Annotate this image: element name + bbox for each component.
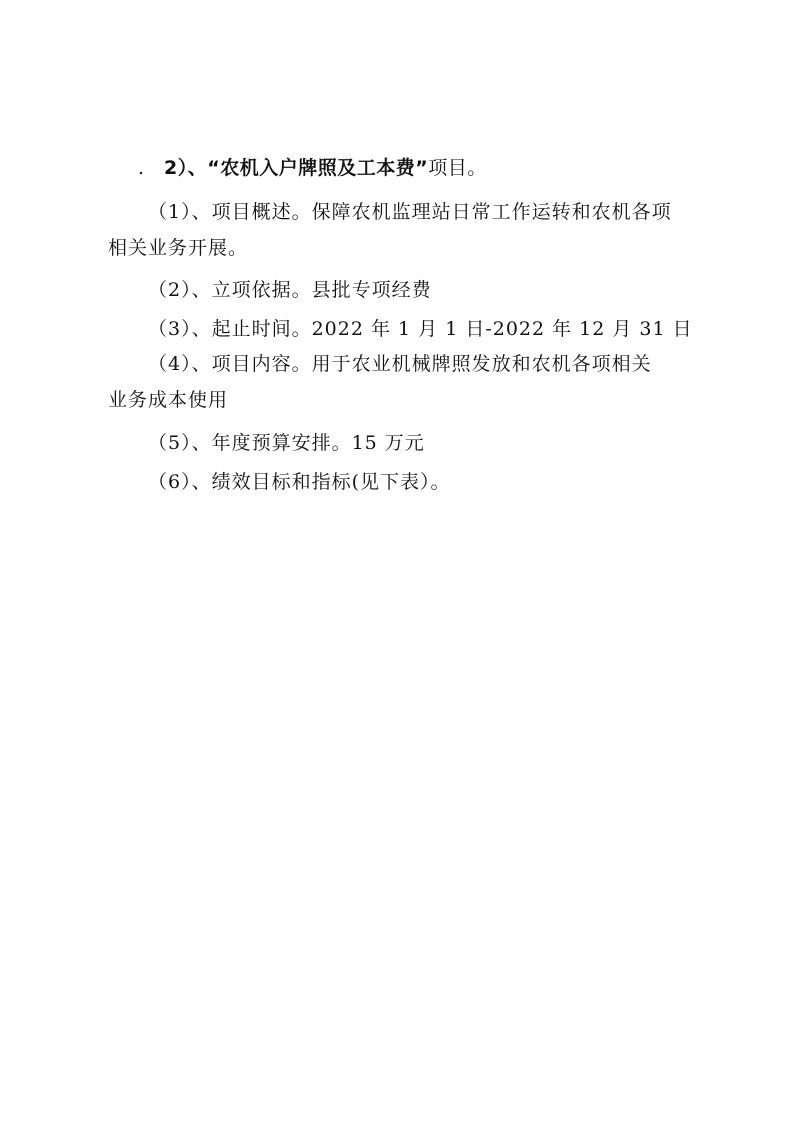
heading-bullet: . [138,157,145,179]
heading-title: “农机入户牌照及工本费” [207,157,429,179]
item-2-line-1: （2）、立项依据。县批专项经费 [148,279,432,301]
item-5-line-1: （5）、年度预算安排。15 万元 [148,432,425,454]
item-1-line-2: 相关业务开展。 [108,237,249,259]
item-3-line-1: （3）、起止时间。2022 年 1 月 1 日-2022 年 12 月 31 日 [148,318,693,340]
item-4-line-1: （4）、项目内容。用于农业机械牌照发放和农机各项相关 [148,353,652,375]
heading-suffix: 项目。 [428,157,487,179]
section-heading [138,156,487,180]
item-1-line-1: （1）、项目概述。保障农机监理站日常工作运转和农机各项 [148,201,672,223]
heading-number: 2）、 [164,157,208,179]
item-4-line-2: 业务成本使用 [108,389,229,411]
item-6-line-1: （6）、绩效目标和指标(见下表）。 [148,471,451,493]
